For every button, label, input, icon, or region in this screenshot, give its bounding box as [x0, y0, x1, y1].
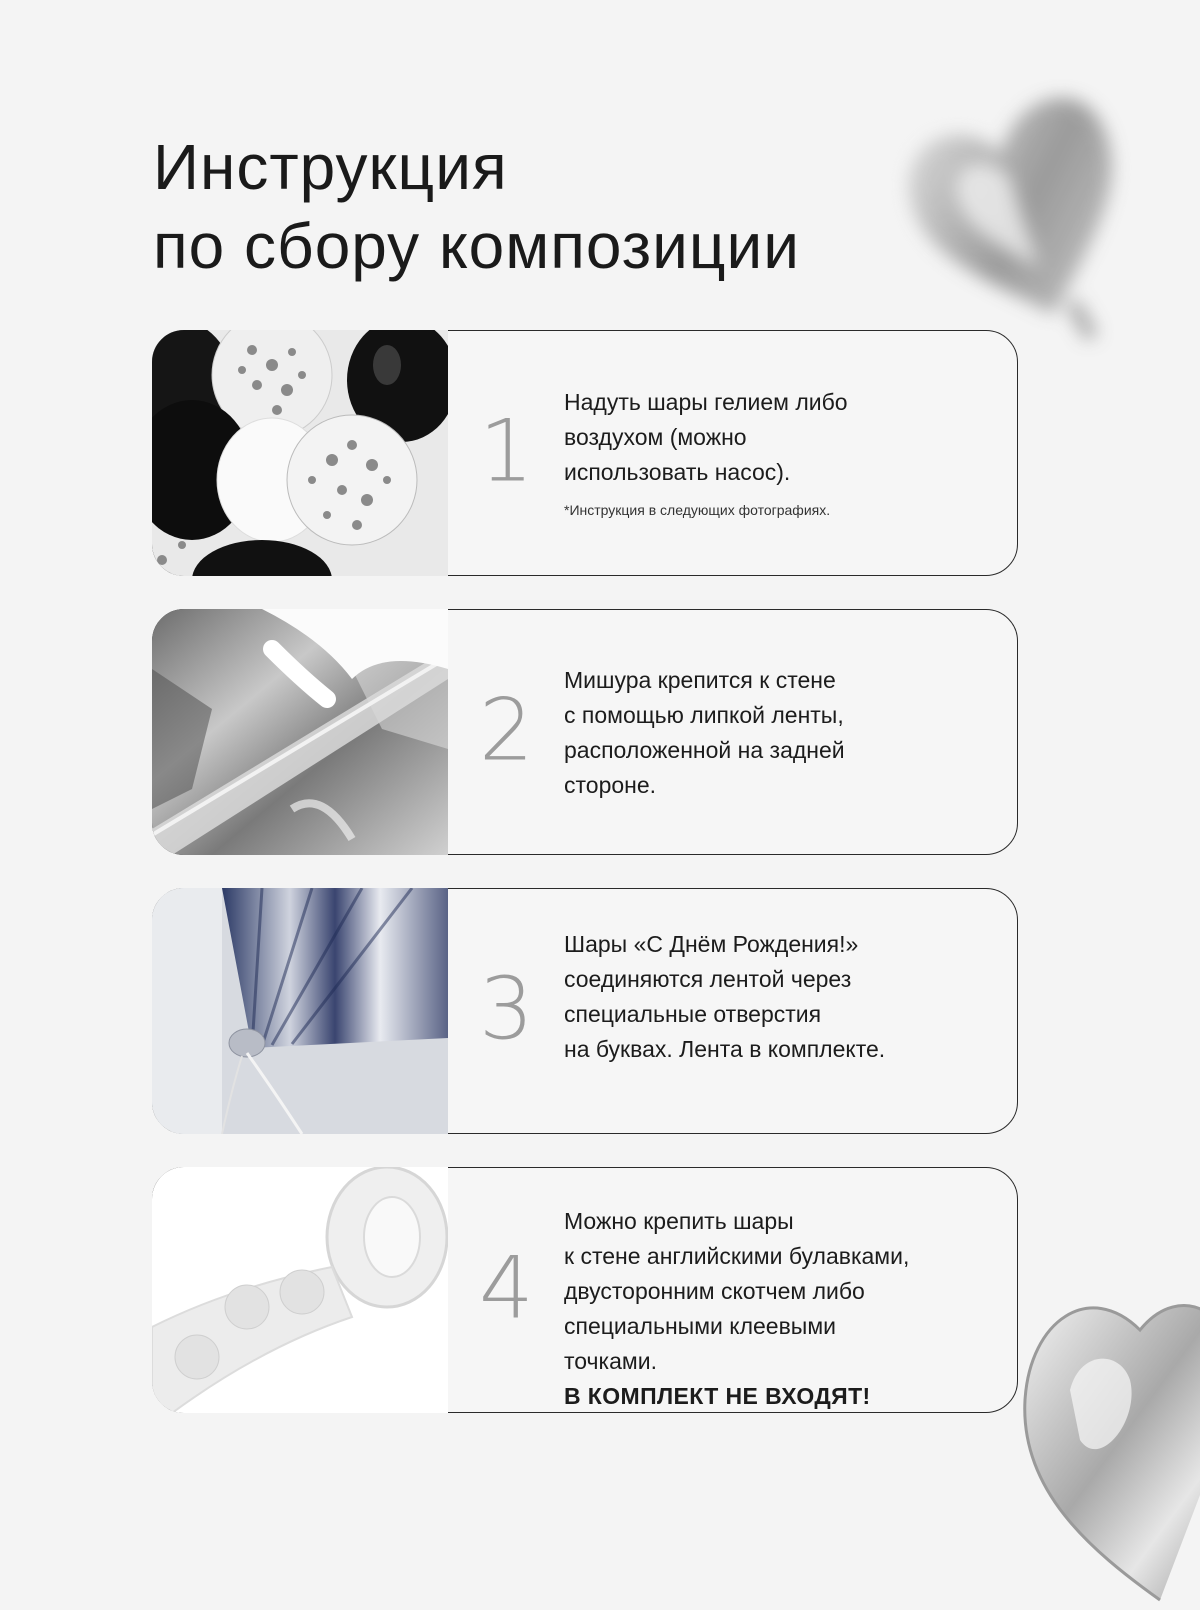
step-card-2: [152, 609, 1018, 855]
step-3-line-4: на буквах. Лента в комплекте.: [564, 1036, 886, 1062]
title-line-1: Инструкция: [153, 131, 508, 203]
step-number-4: 4: [479, 1238, 534, 1339]
step-card-1: [152, 330, 1018, 576]
step-4-line-5: точками.: [564, 1348, 657, 1374]
step-3-line-3: специальные отверстия: [564, 1001, 822, 1027]
step-1-photo-balloons: [152, 330, 448, 576]
step-1-line-2: воздухом (можно: [564, 424, 747, 450]
heart-balloon-bottom-icon: [1010, 1270, 1200, 1610]
step-4-line-4: специальными клеевыми: [564, 1313, 836, 1339]
step-2-photo-tinsel: [152, 609, 448, 855]
step-4-line-3: двусторонним скотчем либо: [564, 1278, 865, 1304]
step-4-line-1: Можно крепить шары: [564, 1208, 794, 1234]
step-2-line-4: стороне.: [564, 772, 657, 798]
step-3-line-2: соединяются лентой через: [564, 966, 852, 992]
step-3-photo-letter-balloon: [152, 888, 448, 1134]
step-number-1: 1: [479, 401, 534, 502]
step-card-3: [152, 888, 1018, 1134]
step-3-line-1: Шары «С Днём Рождения!»: [564, 931, 859, 957]
step-card-4: [152, 1167, 1018, 1413]
step-1-line-1: Надуть шары гелием либо: [564, 389, 848, 415]
step-2-text: [564, 663, 997, 803]
step-1-line-3: использовать насос).: [564, 459, 791, 485]
step-number-2: 2: [479, 680, 534, 781]
heart-balloon-top-icon: [900, 60, 1140, 360]
step-4-text: [564, 1204, 997, 1414]
page-title: [153, 128, 800, 286]
title-line-2: по сбору композиции: [153, 210, 801, 282]
step-number-3: 3: [479, 959, 534, 1060]
step-1-note: *Инструкция в следующих фотографиях.: [564, 502, 831, 518]
step-2-line-3: расположенной на задней: [564, 737, 845, 763]
step-2-line-2: с помощью липкой ленты,: [564, 702, 844, 728]
step-4-photo-glue-dots: [152, 1167, 448, 1413]
step-4-line-2: к стене английскими булавками,: [564, 1243, 910, 1269]
step-4-warning: В КОМПЛЕКТ НЕ ВХОДЯТ!: [564, 1383, 871, 1409]
step-1-text: [564, 385, 997, 520]
step-2-line-1: Мишура крепится к стене: [564, 667, 836, 693]
step-3-text: [564, 927, 997, 1067]
